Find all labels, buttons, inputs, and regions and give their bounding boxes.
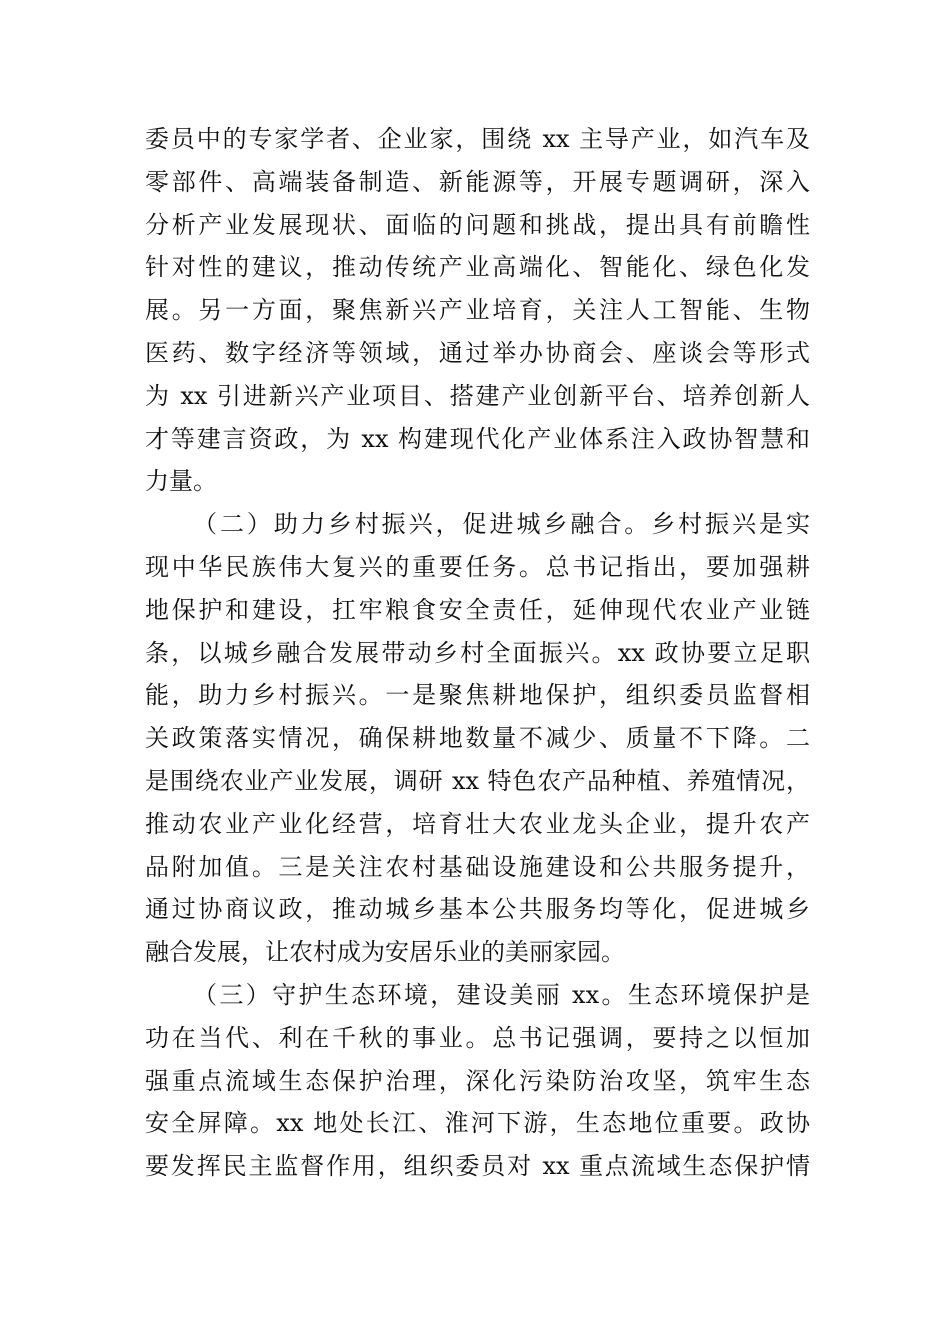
paragraph-1-line-2: 零部件、高端装备制造、新能源等，开展专题调研，深入 [145,167,810,196]
paragraph-1-line-7: 为 xx 引进新兴产业项目、搭建产业创新平台、培养创新人 [145,381,810,410]
document-body [145,118,810,1188]
paragraph-2-line-11: 融合发展，让农村成为安居乐业的美丽家园。 [145,938,625,967]
paragraph-2-line-8: 推动农业产业化经营，培育壮大农业龙头企业，提升农产 [145,809,810,838]
paragraph-1-line-5: 展。另一方面，聚焦新兴产业培育，关注人工智能、生物 [145,296,810,325]
paragraph-2-line-5: 能，助力乡村振兴。一是聚焦耕地保护，组织委员监督相 [145,681,810,710]
paragraph-3-line-3: 强重点流域生态保护治理，深化污染防治攻坚，筑牢生态 [145,1066,810,1095]
paragraph-1-line-4: 针对性的建议，推动传统产业高端化、智能化、绿色化发 [145,253,810,282]
paragraph-1-line-6: 医药、数字经济等领域，通过举办协商会、座谈会等形式 [145,338,810,367]
paragraph-2-line-10: 通过协商议政，推动城乡基本公共服务均等化，促进城乡 [145,895,810,924]
paragraph-2-line-6: 关政策落实情况，确保耕地数量不减少、质量不下降。二 [145,724,810,753]
paragraph-3-line-2: 功在当代、利在千秋的事业。总书记强调，要持之以恒加 [145,1023,810,1052]
paragraph-1-line-1: 委员中的专家学者、企业家，围绕 xx 主导产业，如汽车及 [145,125,810,153]
paragraph-1-line-8: 才等建言资政，为 xx 构建现代化产业体系注入政协智慧和 [145,424,810,453]
paragraph-3-line-4: 安全屏障。xx 地处长江、淮河下游，生态地位重要。政协 [145,1109,810,1138]
paragraph-1-line-3: 分析产业发展现状、面临的问题和挑战，提出具有前瞻性 [145,210,810,239]
paragraph-2-line-9: 品附加值。三是关注农村基础设施建设和公共服务提升， [145,852,810,881]
paragraph-3-line-1: （三）守护生态环境，建设美丽 xx。生态环境保护是 [193,980,810,1009]
paragraph-2-line-3: 地保护和建设，扛牢粮食安全责任，延伸现代农业产业链 [145,595,810,624]
paragraph-2-line-7: 是围绕农业产业发展，调研 xx 特色农产品种植、养殖情况， [145,766,810,795]
paragraph-1-line-9: 力量。 [145,467,217,496]
paragraph-2-line-2: 现中华民族伟大复兴的重要任务。总书记指出，要加强耕 [145,552,810,581]
paragraph-2-line-1: （二）助力乡村振兴，促进城乡融合。乡村振兴是实 [193,510,810,539]
paragraph-3-line-5: 要发挥民主监督作用，组织委员对 xx 重点流域生态保护情 [145,1152,810,1181]
paragraph-2-line-4: 条，以城乡融合发展带动乡村全面振兴。xx 政协要立足职 [145,638,810,667]
